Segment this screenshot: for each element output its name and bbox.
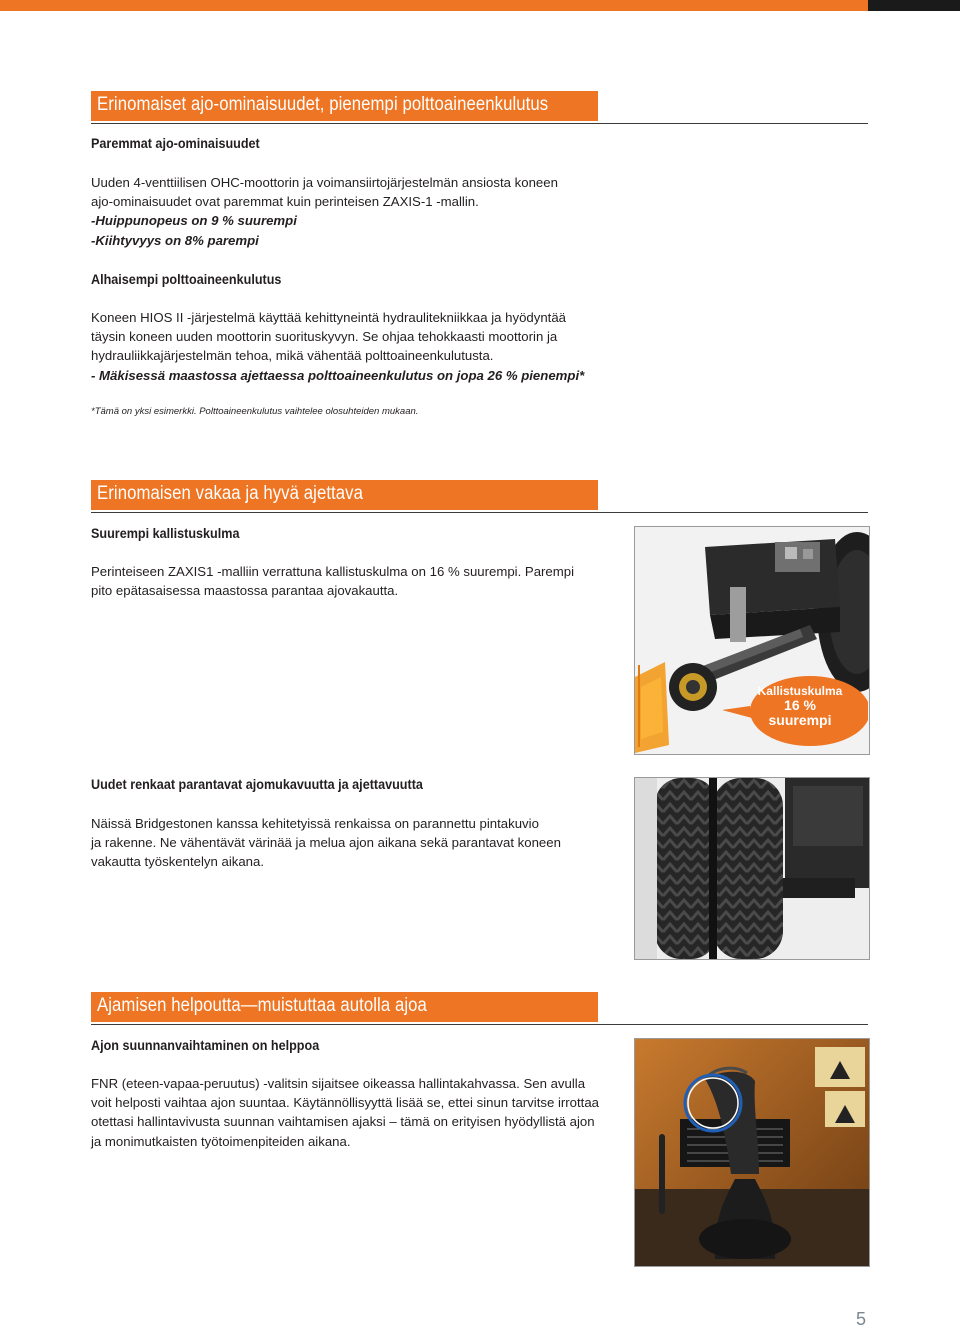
text-line-highlight: -Huippunopeus on 9 % suurempi (91, 213, 297, 229)
text-line: ja monimutkaisten työtoimenpiteiden aikana. (91, 1133, 351, 1149)
callout-line: Kallistuskulma (757, 684, 843, 698)
text-line-highlight: - Mäkisessä maastossa ajettaessa polttoaineenkulutus on jopa 26 % pienempi* (91, 367, 585, 383)
section-header-driving (91, 91, 868, 124)
paragraph-direction (91, 1074, 599, 1151)
text-line: FNR (eteen-vapaa-peruutus) -valitsin sijaitsee oikeassa hallintakahvassa. Sen avulla (91, 1076, 586, 1091)
text-line: täysin koneen uuden moottorin suorituskyvyn. Se ohjaa tehokkaasti moottorin ja (91, 329, 558, 345)
section-title: Erinomaisen vakaa ja hyvä ajettava (97, 483, 364, 504)
section-header-ease (91, 992, 868, 1025)
text-line: otettasi hallintavivusta suunnan vaihtamisen ajaksi – tämä on erityisen hyödyllistä ajon (91, 1114, 595, 1130)
tires-photo (634, 777, 870, 960)
callout-line: 16 % (784, 697, 816, 713)
text-line-highlight: -Kiihtyvyys on 8% parempi (91, 232, 259, 248)
page-number: 5 (856, 1309, 867, 1329)
subheading-tilt: Suurempi kallistuskulma (91, 525, 240, 541)
footnote: *Tämä on yksi esimerkki. Polttoaineenkulutus vaihtelee olosuhteiden mukaan. (91, 406, 419, 417)
callout-text (748, 684, 852, 728)
section-title: Erinomaiset ajo-ominaisuudet, pienempi polttoaineenkulutus (97, 94, 549, 115)
text-line: pito epätasaisessa maastossa parantaa ajovakautta. (91, 583, 399, 599)
text-line: Koneen HIOS II -järjestelmä käyttää kehittyneintä hydraulitekniikkaa ja hyödyntää (91, 310, 567, 325)
subheading-fuel: Alhaisempi polttoaineenkulutus (91, 271, 282, 287)
callout-line: suurempi (768, 712, 832, 728)
top-dark-bar (868, 0, 960, 11)
section-title: Ajamisen helpoutta—muistuttaa autolla ajoa (97, 995, 427, 1016)
text-line: hydrauliikkajärjestelmän tehoa, mikä vähentää polttoaineenkulutusta. (91, 348, 494, 364)
subheading-direction: Ajon suunnanvaihtaminen on helppoa (91, 1037, 320, 1053)
subheading-tires: Uudet renkaat parantavat ajomukavuutta ja ajettavuutta (91, 776, 423, 792)
text-line: Uuden 4-venttiilisen OHC-moottorin ja voimansiirtojärjestelmän ansiosta koneen (91, 175, 558, 190)
text-line: ajo-ominaisuudet ovat paremmat kuin perinteisen ZAXIS-1 -mallin. (91, 194, 479, 210)
paragraph-fuel (91, 308, 584, 385)
tires-illustration (635, 778, 869, 959)
text-line: vakautta työskentelyn aikana. (91, 854, 265, 870)
paragraph-driving (91, 173, 558, 250)
text-line: Näissä Bridgestonen kanssa kehitetyissä renkaissa on parannettu pintakuvio (91, 816, 539, 831)
text-line: voit helposti vaihtaa ajon suuntaa. Käytännöllisyyttä lisää se, ettei sinun tarvitse irrottaa (91, 1095, 600, 1111)
section-header-stability (91, 480, 868, 513)
text-line: Perinteiseen ZAXIS1 -malliin verrattuna kallistuskulma on 16 % suurempi. Parempi (91, 564, 575, 579)
subheading-driving: Paremmat ajo-ominaisuudet (91, 135, 260, 151)
joystick-photo (634, 1038, 870, 1267)
text-line: ja rakenne. Ne vähentävät värinää ja melua ajon aikana sekä parantavat koneen (91, 835, 561, 851)
paragraph-tires (91, 814, 561, 872)
joystick-illustration (635, 1039, 869, 1266)
paragraph-tilt (91, 562, 574, 600)
top-accent-bar (0, 0, 868, 11)
